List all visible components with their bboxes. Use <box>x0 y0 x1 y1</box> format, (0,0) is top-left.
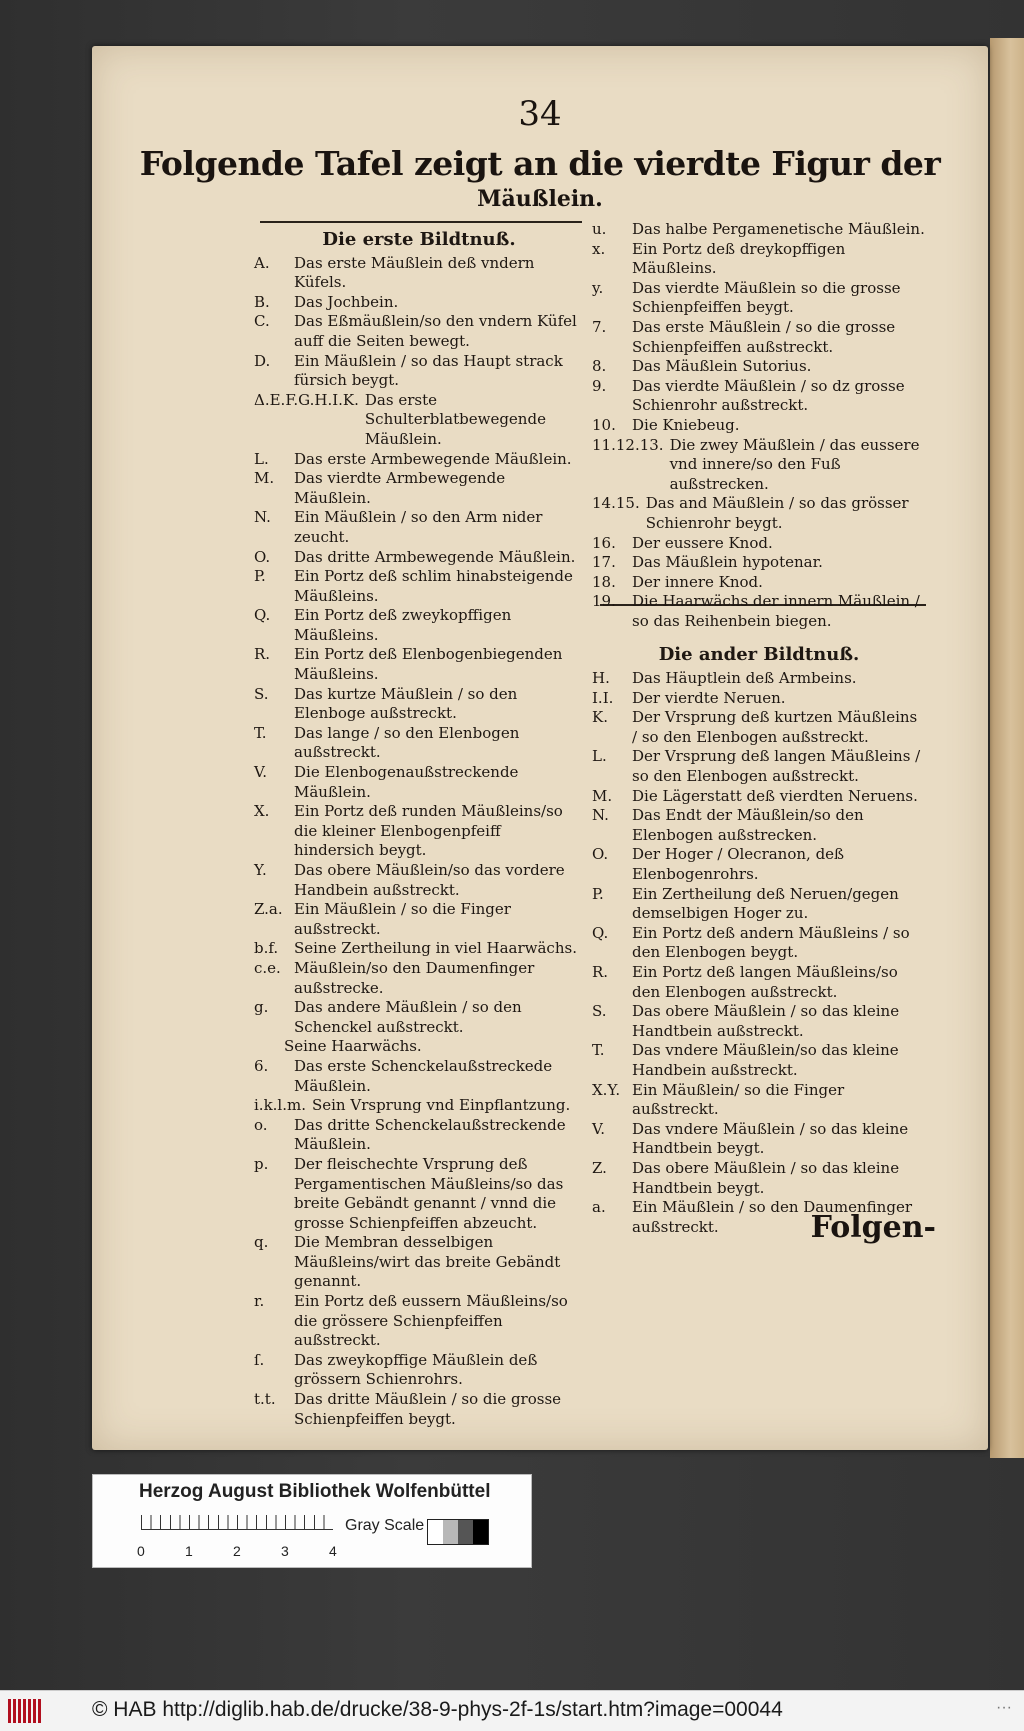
footer-url[interactable]: © HAB http://diglib.hab.de/drucke/38-9-phys-2f-1s/start.htm?image=00044 <box>92 1698 783 1721</box>
entry-label: I.I. <box>592 688 614 707</box>
entry-text: Das Häuptlein deß Armbeins. <box>632 669 857 688</box>
entry-text: Das obere Mäußlein/so das vordere Handbein außstreckt. <box>294 861 565 899</box>
ruler-number: 2 <box>233 1543 241 1559</box>
entry-row <box>592 220 926 240</box>
entry-text: Seine Zertheilung in viel Haarwächs. <box>294 939 577 958</box>
entry-row <box>592 553 926 573</box>
page-title: Folgende Tafel zeigt an die vierdte Figur der <box>139 144 941 183</box>
entry-text: Das dritte Armbewegende Mäußlein. <box>294 547 576 566</box>
entry-text: Ein Mäußlein / so den Arm nider zeucht. <box>294 508 543 546</box>
entry-label: Q. <box>592 923 609 942</box>
entry-text: Der innere Knod. <box>632 572 763 591</box>
entry-row <box>592 806 926 845</box>
entry-text: Das erste Schenckelaußstreckede Mäußlein. <box>294 1056 553 1095</box>
entry-text: Das Jochbein. <box>294 292 399 311</box>
entry-text: Die Lägerstatt deß vierdten Neruens. <box>632 786 918 805</box>
entry-text: Der Vrsprung deß kurtzen Mäußleins / so den Elenbogen außstreckt. <box>632 708 918 746</box>
entry-label: H. <box>592 669 610 688</box>
entry-label: Z.a. <box>254 900 283 919</box>
entry-text: Die zwey Mäußlein / das eussere vnd innere/so den Fuß außstrecken. <box>669 435 920 493</box>
hab-logo-icon[interactable] <box>8 1699 42 1723</box>
entry-row <box>254 1351 584 1390</box>
entry-text: Ein Zertheilung deß Neruen/gegen demselbigen Hoger zu. <box>632 884 899 923</box>
entry-label: V. <box>254 763 267 782</box>
entry-text: Der fleischechte Vrsprung deß Pergamentischen Mäußleins/so das breite Gebändt genannt / vnnd die grosse Schienpfeiffen abzeucht. <box>294 1154 564 1232</box>
gray-swatch <box>458 1520 473 1544</box>
entry-label: u. <box>592 220 607 238</box>
left-top-rule <box>260 221 582 223</box>
entry-label: O. <box>592 845 609 864</box>
left-entry-list <box>254 254 584 1430</box>
entry-row <box>254 645 584 684</box>
entry-row <box>592 416 926 436</box>
page-number: 34 <box>518 94 562 134</box>
entry-label: X. <box>254 802 270 821</box>
entry-row <box>592 1002 926 1041</box>
entry-text: Das zweykopffige Mäußlein deß grössern Schienrohrs. <box>294 1350 538 1389</box>
entry-text: Das erste Schulterblatbewegende Mäußlein. <box>364 390 546 448</box>
book-page <box>92 46 988 1450</box>
entry-label: b.f. <box>254 939 279 958</box>
entry-row <box>254 1292 584 1351</box>
gray-scale-swatches <box>427 1519 489 1545</box>
entry-row <box>592 924 926 963</box>
entry-text: Das obere Mäußlein / so das kleine Handtbein beygt. <box>632 1158 900 1197</box>
entry-label: V. <box>592 1119 605 1138</box>
entry-text: Das Mäußlein Sutorius. <box>632 357 812 376</box>
entry-row <box>254 567 584 606</box>
gray-scale-label: Gray Scale <box>345 1517 425 1534</box>
entry-label: N. <box>592 806 609 825</box>
entry-row <box>592 357 926 377</box>
entry-label: L. <box>254 449 269 468</box>
entry-label: c.e. <box>254 958 281 977</box>
entry-row <box>254 352 584 391</box>
entry-row <box>254 802 584 861</box>
entry-row <box>254 312 584 351</box>
entry-label: S. <box>254 684 269 703</box>
entry-row <box>254 450 584 470</box>
entry-label: Δ.E.F.G.H.I.K. <box>254 390 359 409</box>
right-column <box>592 220 926 1237</box>
entry-row <box>254 548 584 568</box>
entry-row <box>254 606 584 645</box>
entry-label: p. <box>254 1154 269 1173</box>
gray-swatch <box>428 1520 443 1544</box>
entry-text: Die Elenbogenaußstreckende Mäußlein. <box>294 763 519 801</box>
entry-row <box>254 1037 584 1057</box>
entry-label: R. <box>592 962 609 981</box>
entry-row <box>254 763 584 802</box>
entry-row <box>592 669 926 689</box>
entry-label: q. <box>254 1233 269 1252</box>
entry-text: Das halbe Pergamenetische Mäußlein. <box>632 220 925 238</box>
entry-label: B. <box>254 292 270 311</box>
entry-label: T. <box>254 723 267 742</box>
entry-row <box>592 963 926 1002</box>
gray-swatch <box>473 1520 488 1544</box>
entry-text: Das vierdte Mäußlein so die grosse Schienpfeiffen beygt. <box>632 278 901 317</box>
entry-row <box>254 1096 584 1116</box>
entry-row <box>592 1159 926 1198</box>
entry-row <box>254 254 584 293</box>
entry-label: a. <box>592 1198 606 1217</box>
right-entry-list-bottom <box>592 669 926 1237</box>
entry-text: Das vierdte Armbewegende Mäußlein. <box>294 469 506 507</box>
entry-label: 6. <box>254 1056 269 1075</box>
entry-row <box>254 1390 584 1429</box>
entry-row <box>254 391 584 450</box>
entry-label: P. <box>254 567 266 586</box>
entry-label: L. <box>592 747 607 766</box>
entry-text: Seine Haarwächs. <box>284 1037 422 1056</box>
entry-label: t.t. <box>254 1390 276 1409</box>
entry-label: g. <box>254 998 269 1017</box>
ruler-number: 4 <box>329 1543 337 1559</box>
entry-text: Ein Mäußlein/ so die Finger außstreckt. <box>632 1080 845 1119</box>
entry-label: i.k.l.m. <box>254 1096 306 1115</box>
entry-text: Die Haarwächs der innern Mäußlein / so das Reihenbein biegen. <box>632 592 920 630</box>
entry-row <box>254 1116 584 1155</box>
entry-label: 14.15. <box>592 494 640 513</box>
entry-row <box>254 1233 584 1292</box>
entry-text: Sein Vrsprung vnd Einpflantzung. <box>311 1096 571 1115</box>
catchword: Folgen- <box>810 1210 936 1245</box>
gray-swatch <box>443 1520 458 1544</box>
entry-row <box>254 293 584 313</box>
entry-label: T. <box>592 1041 605 1060</box>
entry-row <box>592 436 926 495</box>
entry-row <box>592 787 926 807</box>
entry-row <box>254 959 584 998</box>
entry-text: Das erste Mäußlein deß vndern Küfels. <box>294 253 535 292</box>
entry-text: Die Membran desselbigen Mäußleins/wirt das breite Gebändt genannt. <box>294 1233 561 1291</box>
ruler-number: 3 <box>281 1543 289 1559</box>
entry-text: Das vndere Mäußlein / so das kleine Handtbein beygt. <box>632 1119 909 1158</box>
entry-text: Ein Portz deß runden Mäußleins/so die kleiner Elenbogenpfeiff hindersich beygt. <box>294 802 563 860</box>
entry-row <box>592 494 926 533</box>
entry-text: Ein Portz deß schlim hinabsteigende Mäußleins. <box>294 567 573 605</box>
entry-label: A. <box>254 253 270 272</box>
entry-text: Das obere Mäußlein / so das kleine Handtbein außstreckt. <box>632 1002 900 1040</box>
right-entry-list-top <box>592 220 926 631</box>
entry-text: Mäußlein/so den Daumenfinger außstrecke. <box>294 958 535 997</box>
entry-row <box>592 573 926 593</box>
page-subtitle: Mäußlein. <box>477 186 603 212</box>
entry-text: Die Kniebeug. <box>632 415 740 434</box>
entry-row <box>254 508 584 547</box>
entry-row <box>592 318 926 357</box>
entry-label: 18. <box>592 572 616 591</box>
entry-label: ſ. <box>254 1350 265 1369</box>
entry-text: Das dritte Mäußlein / so die grosse Schienpfeiffen beygt. <box>294 1390 562 1428</box>
entry-label: y. <box>592 278 604 297</box>
entry-row <box>592 1081 926 1120</box>
entry-label: 11.12.13. <box>592 435 664 454</box>
entry-label: 9. <box>592 376 607 395</box>
entry-row <box>254 861 584 900</box>
entry-row <box>254 998 584 1037</box>
entry-row <box>592 1120 926 1159</box>
entry-label: 17. <box>592 553 616 572</box>
entry-row <box>254 724 584 763</box>
ruler-number: 1 <box>185 1543 193 1559</box>
entry-text: Das erste Armbewegende Mäußlein. <box>294 449 572 468</box>
entry-text: Das vndere Mäußlein/so das kleine Handbein außstreckt. <box>632 1041 899 1079</box>
viewer-footer <box>0 1690 1024 1731</box>
entry-row <box>592 240 926 279</box>
entry-text: Der Hoger / Olecranon, deß Elenbogenrohrs. <box>632 845 845 883</box>
entry-label: R. <box>254 645 271 664</box>
entry-label: X.Y. <box>592 1080 621 1099</box>
left-column <box>254 224 584 1429</box>
entry-text: Das Mäußlein hypotenar. <box>632 553 823 572</box>
entry-label: M. <box>254 469 275 488</box>
entry-label: Z. <box>592 1158 607 1177</box>
entry-text: Ein Portz deß eussern Mäußleins/so die grössere Schienpfeiffen außstreckt. <box>294 1292 568 1350</box>
entry-text: Das andere Mäußlein / so den Schenckel außstreckt. <box>294 998 522 1036</box>
entry-label: r. <box>254 1292 265 1311</box>
entry-row <box>254 1155 584 1233</box>
entry-text: Ein Mäußlein / so das Haupt strack fürsich beygt. <box>294 351 563 390</box>
entry-label: 8. <box>592 357 607 376</box>
entry-text: Das lange / so den Elenbogen außstreckt. <box>294 723 520 762</box>
entry-text: Ein Mäußlein / so den Daumenfinger außstreckt. <box>632 1198 912 1236</box>
entry-row <box>592 592 926 631</box>
entry-label: P. <box>592 884 604 903</box>
entry-row <box>254 900 584 939</box>
entry-text: Das dritte Schenckelaußstreckende Mäußlein. <box>294 1115 566 1154</box>
entry-row <box>592 279 926 318</box>
right-section-title: Die ander Bildtnuß. <box>658 644 860 666</box>
entry-text: Ein Portz deß Elenbogenbiegenden Mäußleins. <box>294 645 563 684</box>
entry-label: C. <box>254 312 270 331</box>
entry-label: 19. <box>592 592 616 611</box>
entry-row <box>592 377 926 416</box>
entry-label: O. <box>254 547 271 566</box>
entry-text: Der eussere Knod. <box>632 533 773 552</box>
next-page-edge <box>990 38 1024 1458</box>
entry-row <box>254 685 584 724</box>
left-section-title: Die erste Bildtnuß. <box>322 229 516 250</box>
entry-label: K. <box>592 708 608 727</box>
entry-row <box>592 885 926 924</box>
entry-row <box>254 469 584 508</box>
entry-text: Ein Mäußlein / so die Finger außstreckt. <box>294 900 511 938</box>
ruler-number: 0 <box>137 1543 145 1559</box>
entry-label: S. <box>592 1002 607 1021</box>
more-icon[interactable]: ··· <box>996 1699 1012 1716</box>
entry-row <box>592 845 926 884</box>
entry-text: Das Endt der Mäußlein/so den Elenbogen außstrecken. <box>632 806 864 844</box>
entry-text: Der Vrsprung deß langen Mäußleins / so den Elenbogen außstreckt. <box>632 747 921 786</box>
entry-label: D. <box>254 351 271 370</box>
entry-label: 16. <box>592 533 616 552</box>
entry-text: Das erste Mäußlein / so die grosse Schienpfeiffen außstreckt. <box>632 317 896 356</box>
entry-label: 10. <box>592 415 616 434</box>
entry-text: Das vierdte Mäußlein / so dz grosse Schienrohr außstreckt. <box>632 376 905 415</box>
entry-row <box>592 708 926 747</box>
entry-text: Ein Portz deß zweykopffigen Mäußleins. <box>294 606 512 644</box>
entry-row <box>592 747 926 786</box>
entry-row <box>254 939 584 959</box>
entry-text: Der vierdte Neruen. <box>632 688 786 707</box>
entry-row <box>592 1041 926 1080</box>
entry-label: Y. <box>254 861 267 879</box>
entry-label: 7. <box>592 317 607 336</box>
entry-text: Das kurtze Mäußlein / so den Elenboge außstreckt. <box>294 684 518 723</box>
entry-label: M. <box>592 786 613 805</box>
library-name: Herzog August Bibliothek Wolfenbüttel <box>139 1481 491 1502</box>
entry-label: Q. <box>254 606 271 625</box>
entry-row <box>254 1057 584 1096</box>
entry-label: o. <box>254 1115 268 1134</box>
entry-label: N. <box>254 508 271 527</box>
entry-text: Ein Portz deß dreykopffigen Mäußleins. <box>632 239 846 278</box>
entry-row <box>592 689 926 709</box>
entry-text: Das and Mäußlein / so das grösser Schienrohr beygt. <box>645 494 909 532</box>
ruler-scale <box>141 1515 333 1530</box>
entry-text: Ein Portz deß langen Mäußleins/so den Elenbogen außstreckt. <box>632 962 898 1001</box>
entry-row <box>592 534 926 554</box>
entry-text: Ein Portz deß andern Mäußleins / so den Elenbogen beygt. <box>632 923 910 962</box>
entry-text: Das Eßmäußlein/so den vndern Küfel auff die Seiten bewegt. <box>294 312 577 350</box>
library-color-card <box>92 1474 532 1568</box>
entry-label: x. <box>592 239 606 258</box>
